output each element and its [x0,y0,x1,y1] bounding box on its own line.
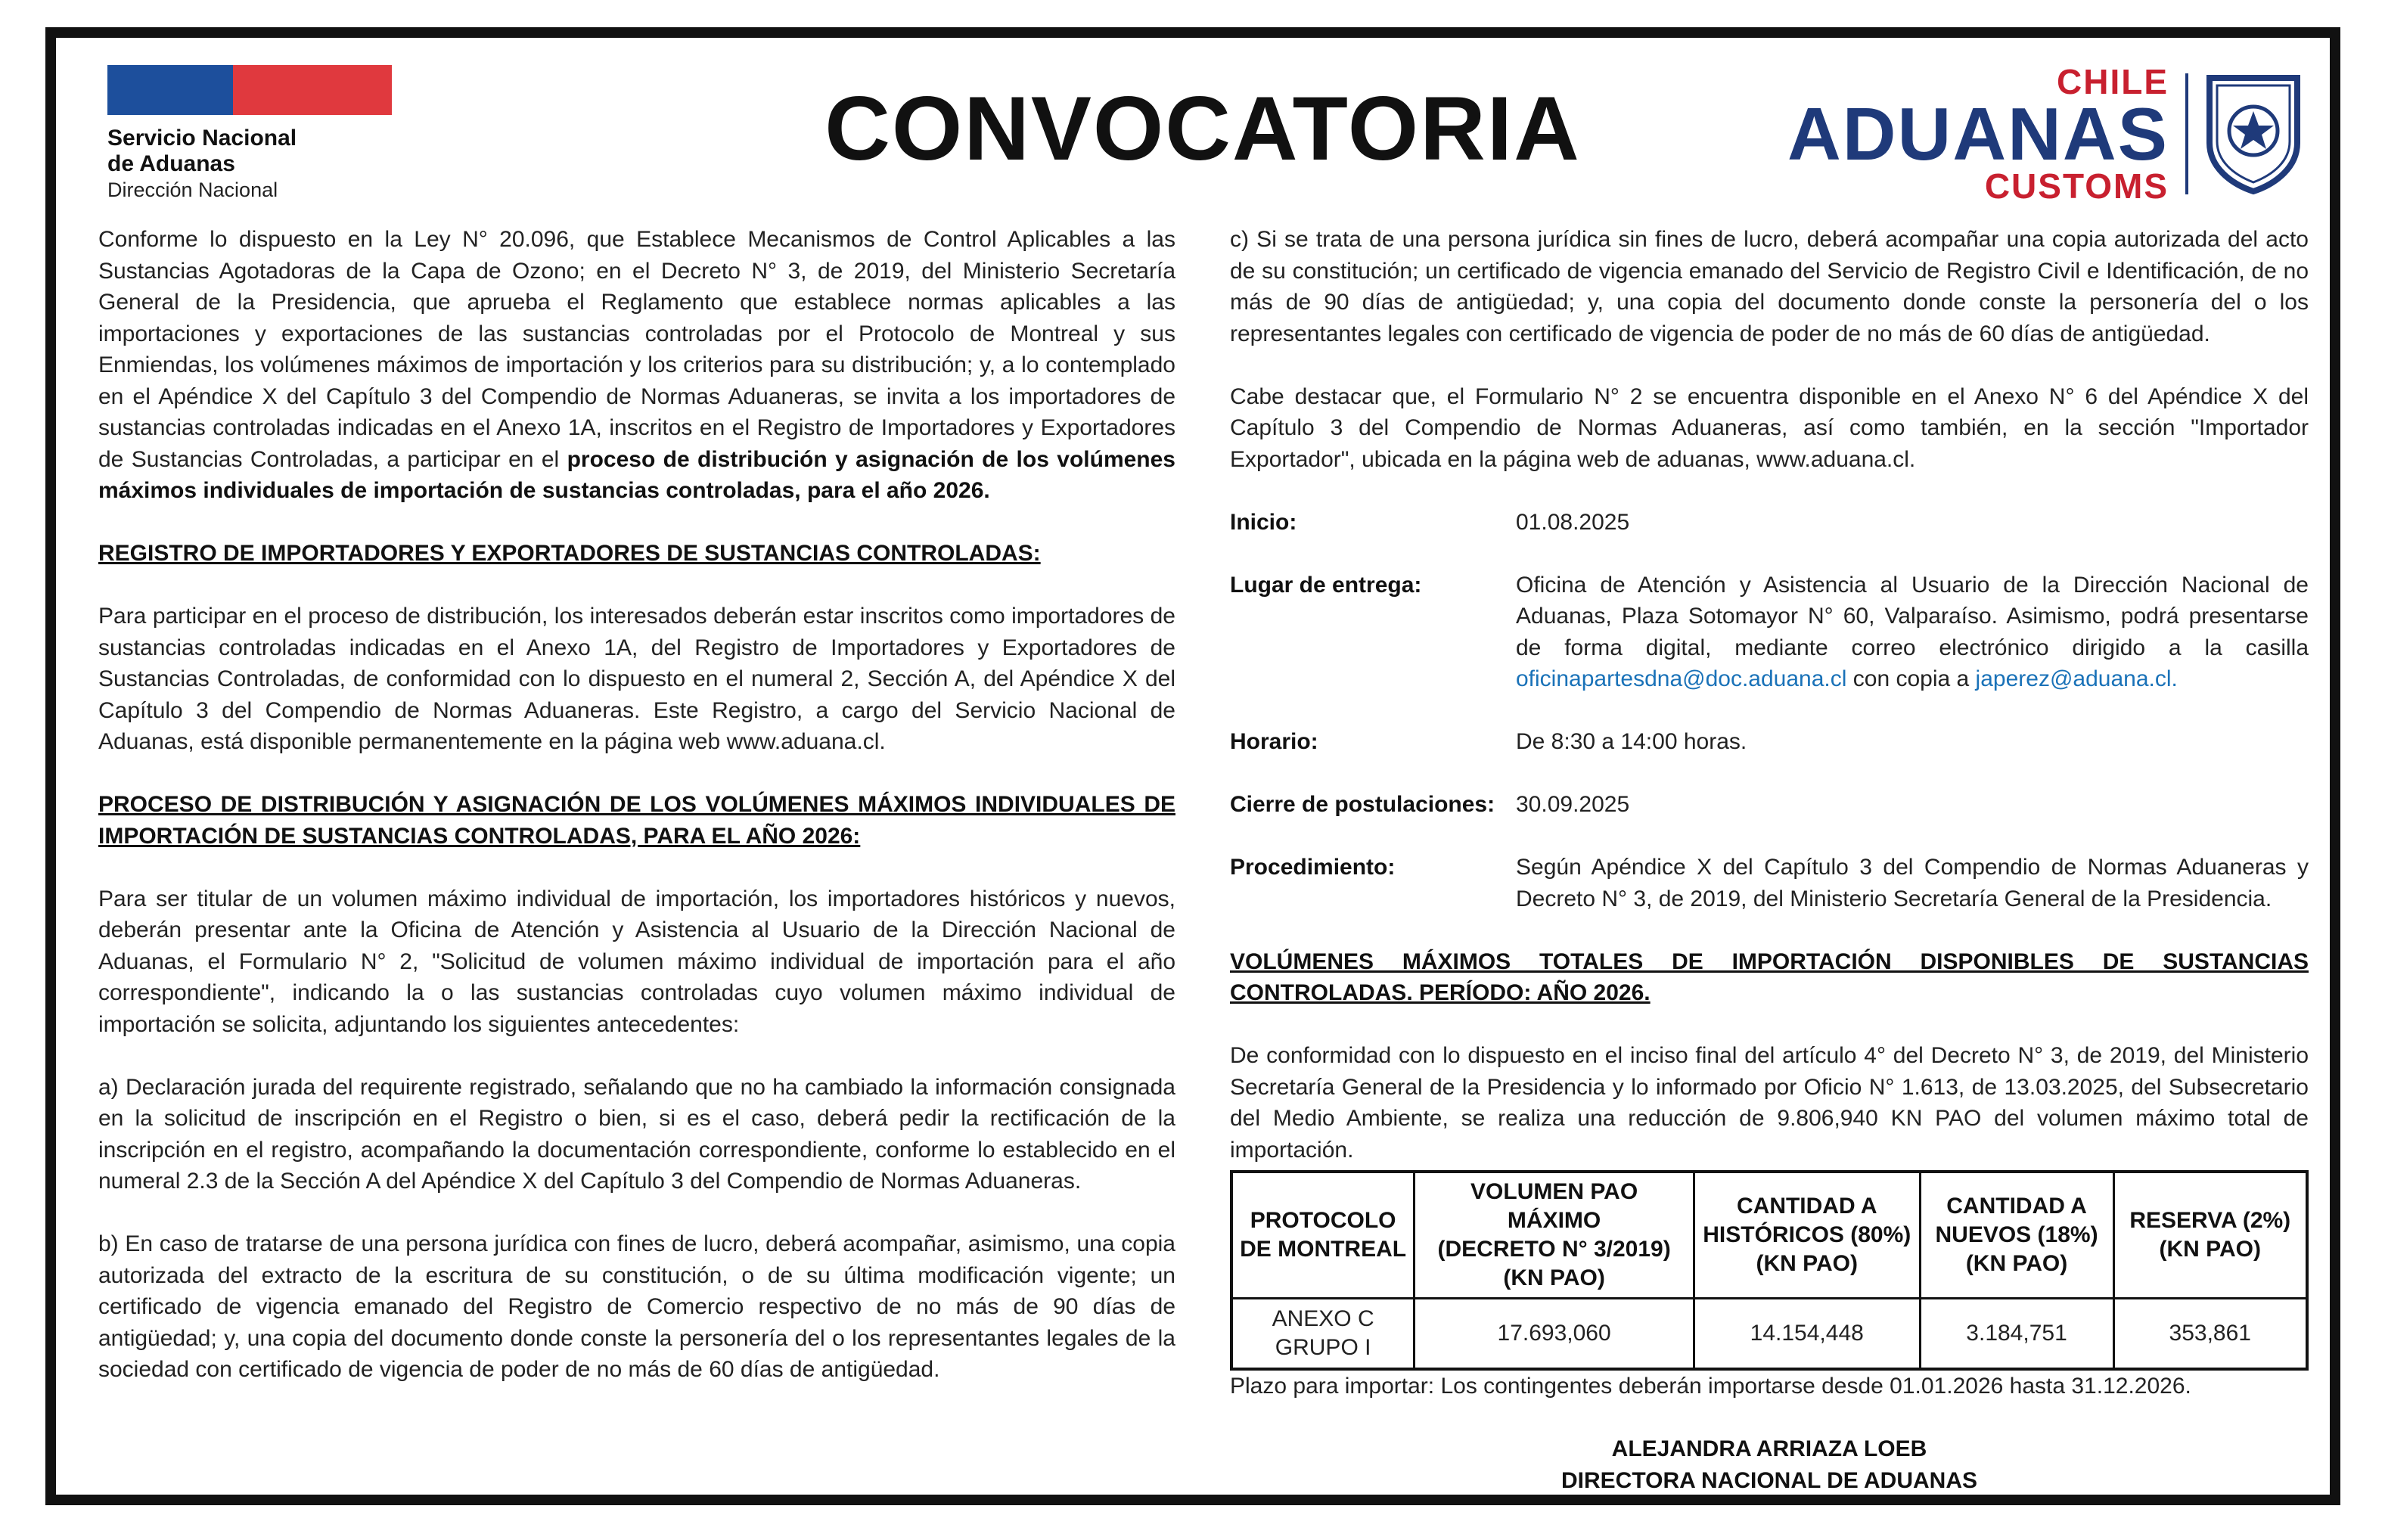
aduanas-logo [1787,62,2302,206]
volumes-table [1230,1170,2309,1371]
registro-heading: REGISTRO DE IMPORTADORES Y EXPORTADORES DE SUSTANCIAS CONTROLADAS: [98,541,1041,566]
procedimiento-field [1230,852,2309,914]
cierre-label: Cierre de postulaciones: [1230,792,1495,817]
cell-reserva: 353,861 [2113,1299,2307,1370]
volumenes-heading: VOLÚMENES MÁXIMOS TOTALES DE IMPORTACIÓN DISPONIBLES DE SUSTANCIAS CONTROLADAS. PERÍODO: AÑO 2026. [1230,949,2309,1005]
chile-flag-bar [107,65,392,115]
inicio-value: 01.08.2025 [1516,509,1630,535]
servicio-logo [107,65,392,203]
signer-title: DIRECTORA NACIONAL DE ADUANAS [1560,1467,1978,1493]
col-header-protocolo: PROTOCOLO DE MONTREAL [1231,1172,1415,1299]
logo-chile-text: CHILE [2057,62,2169,101]
signer-name: ALEJANDRA ARRIAZA LOEB [1611,1436,1927,1461]
horario-label: Horario: [1230,729,1318,754]
cell-volumen: 17.693,060 [1415,1299,1694,1370]
cell-historicos: 14.154,448 [1694,1299,1920,1370]
horario-value: De 8:30 a 14:00 horas. [1516,729,1747,754]
org-name [107,126,392,203]
horario-field [1230,726,2309,758]
flag-blue-block [107,65,233,115]
procedimiento-value: Según Apéndice X del Capítulo 3 del Compendio de Normas Aduaneras y Decreto N° 3, de 2019, del Ministerio Secretaría General de la Presidencia. [1516,855,2309,911]
org-line-1: Servicio Nacional [107,126,297,151]
item-a-paragraph: a) Declaración jurada del requirente registrado, señalando que no ha cambiado la información consignada en la solicitud de inscripción en el Registro o bien, si es el caso, deberá pedir la rectificación de la inscripción en el registro, acompañando la documentación correspondiente, conforme lo establecido en el numeral 2.3 de la Sección A del Apéndice X del Capítulo 3 del Compendio de Normas Aduaneras. [98,1074,1175,1194]
logo-customs-text: CUSTOMS [1984,166,2169,206]
col-header-volumen: VOLUMEN PAO MÁXIMO (DECRETO N° 3/2019) (KN PAO) [1415,1172,1694,1299]
procedimiento-label: Procedimiento: [1230,855,1396,880]
intro-bold-text: proceso de distribución y asignación de los volúmenes máximos individuales de importación de sustancias controladas, para el año 2026. [98,446,1175,503]
lugar-value [1516,570,2309,695]
col-header-nuevos: CANTIDAD A NUEVOS (18%) (KN PAO) [1920,1172,2113,1299]
cierre-field [1230,789,2309,821]
email-link-japerez[interactable]: japerez@aduana.cl. [1975,666,2178,691]
item-c-paragraph: c) Si se trata de una persona jurídica sin fines de lucro, deberá acompañar una copia autorizada del acto de su constitución; un certificado de vigencia emanado del Servicio de Registro Civil e Identificación, de no más de 90 días de antigüedad; y, una copia del documento donde conste la personería del o los representantes legales con certificado de vigencia de poder de no más de 60 días de antigüedad. [1230,227,2309,346]
logo-divider [2185,73,2188,194]
col-header-historicos: CANTIDAD A HISTÓRICOS (80%) (KN PAO) [1694,1172,1920,1299]
table-header-row [1231,1172,2307,1299]
table-row [1231,1299,2307,1370]
logo-aduanas-text: ADUANAS [1787,92,2169,175]
cell-protocolo: ANEXO C GRUPO I [1231,1299,1415,1370]
org-line-2: de Aduanas [107,151,235,176]
cell-nuevos: 3.184,751 [1920,1299,2113,1370]
proceso-paragraph: Para ser titular de un volumen máximo individual de importación, los importadores históricos y nuevos, deberán presentar ante la Oficina de Atención y Asistencia al Usuario de la Dirección Nacional de Aduanas, el Formulario N° 2, "Solicitud de volumen máximo individual de importación para el año correspondiente", indicando la o las sustancias controladas cuyo volumen máximo individual de importación se solicita, adjuntando los siguientes antecedentes: [98,886,1175,1037]
email-link-oficina[interactable]: oficinapartesdna@doc.aduana.cl [1516,666,1847,691]
aduanas-wordmark [1787,62,2169,206]
formulario-paragraph: Cabe destacar que, el Formulario N° 2 se encuentra disponible en el Anexo N° 6 del Apéndice X del Capítulo 3 del Compendio de Normas Aduaneras, así como también, en la sección "Importador Exportador", ubicada en la página web de aduanas, www.aduana.cl. [1230,383,2309,472]
proceso-heading: PROCESO DE DISTRIBUCIÓN Y ASIGNACIÓN DE LOS VOLÚMENES MÁXIMOS INDIVIDUALES DE IMPORTACIÓN DE SUSTANCIAS CONTROLADAS, PARA EL AÑO 2026: [98,792,1175,849]
cierre-value: 30.09.2025 [1516,792,1630,817]
plazo-text: Plazo para importar: Los contingentes deberán importarse desde 01.01.2026 hasta 31.12.2026. [1230,1374,2191,1399]
inicio-field [1230,507,2309,539]
intro-text: Conforme lo dispuesto en la Ley N° 20.096, que Establece Mecanismos de Control Aplicables a las Sustancias Agotadoras de la Capa de Ozono; en el Decreto N° 3, de 2019, del Ministerio Secretaría General de la Presidencia, que aprueba el Reglamento que establece normas aplicables a las importaciones y exportaciones de las sustancias controladas por el Protocolo de Montreal y sus Enmiendas, los volúmenes máximos de importación y los criterios para su distribución; y, a lo contemplado en el Apéndice X del Capítulo 3 del Compendio de Normas Aduaneras, se invita a los importadores de sustancias controladas indicadas en el Anexo 1A, inscritos en el Registro de Importadores y Exportadores de Sustancias Controladas, a participar en el [98,227,1175,472]
registro-paragraph: Para participar en el proceso de distribución, los interesados deberán estar inscritos como importadores de sustancias controladas indicadas en el Anexo 1A, del Registro de Importadores y Exportadores de Sustancias Controladas, de conformidad con lo dispuesto en el numeral 2, Sección A, del Apéndice X del Capítulo 3 del Compendio de Normas Aduaneras. Este Registro, a cargo del Servicio Nacional de Aduanas, está disponible permanentemente en la página web www.aduana.cl. [98,604,1175,754]
conformidad-paragraph: De conformidad con lo dispuesto en el inciso final del artículo 4° del Decreto N° 3, de 2019, del Ministerio Secretaría General de la Presidencia y lo informado por Oficio N° 1.613, de 13.03.2025, del Subsecretario del Medio Ambiente, se realiza una reducción de 9.806,940 KN PAO del volumen máximo total de importación. [1230,1043,2309,1163]
lugar-mid-text: con copia a [1846,666,1976,691]
signature-block [1230,1433,2309,1496]
org-line-3: Dirección Nacional [107,179,278,201]
lugar-field [1230,570,2309,695]
intro-paragraph [98,224,1175,507]
lugar-label: Lugar de entrega: [1230,572,1422,598]
left-column [98,224,1175,1417]
item-b-paragraph: b) En caso de tratarse de una persona jurídica con fines de lucro, deberá acompañar, asimismo, una copia autorizada del extracto de la escritura de su constitución, o de su última modificación vigente; un certificado de vigencia emanado del Registro de Comercio respectivo de no más de 90 días de antigüedad; y, una copia del documento donde conste la personería del o los representantes legales de la sociedad con certificado de vigencia de poder de no más de 60 días de antigüedad. [98,1231,1175,1382]
right-column [1230,224,2309,1496]
flag-red-block [233,65,392,115]
inicio-label: Inicio: [1230,509,1297,535]
aduanas-shield-icon [2205,73,2302,194]
col-header-reserva: RESERVA (2%) (KN PAO) [2113,1172,2307,1299]
lugar-text: Oficina de Atención y Asistencia al Usuario de la Dirección Nacional de Aduanas, Plaza Sotomayor N° 60, Valparaíso. Asimismo, podrá presentarse de forma digital, mediante correo electrónico dirigido a la casilla [1516,572,2309,660]
page-title: CONVOCATORIA [825,78,1581,179]
